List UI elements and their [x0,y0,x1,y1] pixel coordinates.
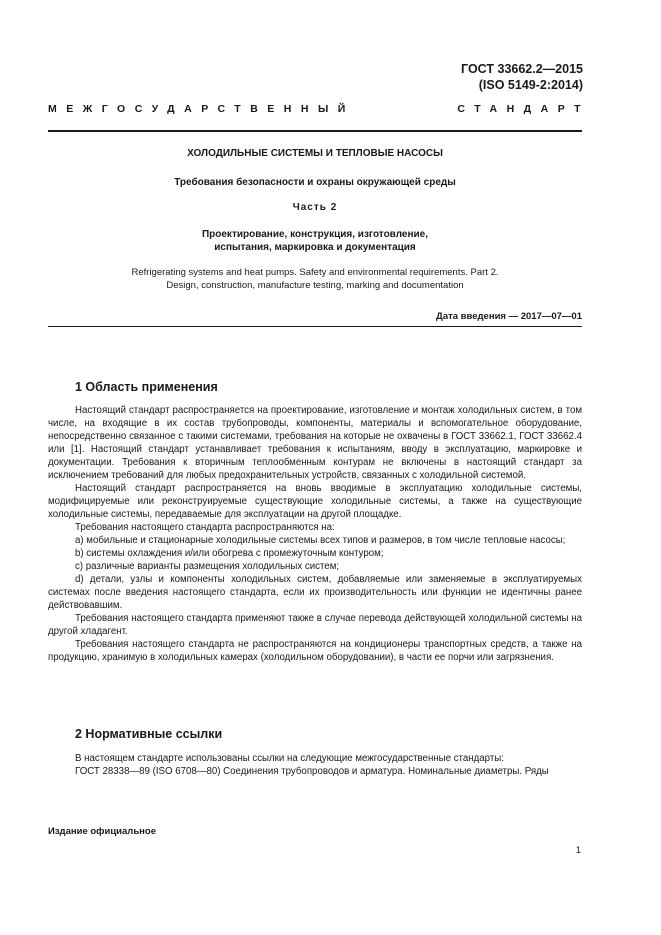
part-title [48,228,582,254]
english-title-line: Refrigerating systems and heat pumps. Safety and environmental requirements. Part 2. [131,267,499,278]
category-word-standard: СТАНДАРТ [457,103,590,115]
list-item: a) мобильные и стационарные холодильные системы всех типов и размеров, в том числе тепловые насосы; [75,535,566,546]
english-title [48,266,582,292]
document-subtitle: Требования безопасности и охраны окружающей среды [174,177,456,188]
document-title: ХОЛОДИЛЬНЫЕ СИСТЕМЫ И ТЕПЛОВЫЕ НАСОСЫ [187,148,443,159]
official-edition-label: Издание официальное [48,826,156,837]
section-body-references [48,752,582,778]
paragraph: Настоящий стандарт распространяется на проектирование, изготовление и монтаж холодильных систем, в том числе, на входящие в их состав трубопроводы, компоненты, материалы и вспомогательное оборудование, непосредственно связанное с такими системами, требования на которые не охвачены в ГОСТ 33662.1, ГОСТ 33662.4 или [1]. Настоящий стандарт устанавливает требования к испытаниям, вводу в эксплуатацию, маркировке и документации. Требования к вторичным теплообменным контурам не включены в настоящий стандарт за исключением требований для любых предохранительных устройств, связанных с холодильной системой. [48,405,582,481]
part-title-line: испытания, маркировка и документация [214,242,416,253]
standard-code [461,61,583,93]
part-number: Часть 2 [292,202,338,213]
standard-code-iso: (ISO 5149-2:2014) [478,78,583,92]
part-title-line: Проектирование, конструкция, изготовление, [201,229,429,240]
paragraph: Требования настоящего стандарта не распространяются на кондиционеры транспортных средств, а также на продукцию, хранимую в холодильных камерах (холодильном оборудовании), в части ее порчи или загрязнения. [48,639,582,663]
category-word-interstate: МЕЖГОСУДАРСТВЕННЫЙ [48,103,355,115]
paragraph: В настоящем стандарте использованы ссылки на следующие межгосударственные стандарты: [75,753,504,764]
standard-code-gost: ГОСТ 33662.2—2015 [461,62,583,76]
section-heading-references: 2 Нормативные ссылки [75,727,223,741]
paragraph: Настоящий стандарт распространяется на вновь вводимые в эксплуатацию холодильные системы, модифицируемые или реконструируемые существующие холодильные системы, а также на существующие холодильные системы, передаваемые для эксплуатации на другой площадке. [48,483,582,520]
list-item: b) системы охлаждения и/или обогрева с промежуточным контуром; [75,548,384,559]
page-number: 1 [575,845,581,856]
list-item: c) различные варианты размещения холодильных систем; [75,561,340,572]
paragraph: Требования настоящего стандарта применяют также в случае перевода действующей холодильной системы на другой хладагент. [48,613,582,637]
paragraph: Требования настоящего стандарта распространяются на: [75,522,335,533]
english-title-line: Design, construction, manufacture testing, marking and documentation [166,280,464,291]
introduction-date: Дата введения — 2017—07—01 [436,311,582,322]
section-body-scope [48,404,582,664]
list-item: d) детали, узлы и компоненты холодильных систем, добавляемые или заменяемые в эксплуатируемых системах после введения настоящего стандарта, если их производительность или функции не идентичны ранее действовавшим. [48,574,582,611]
reference-item: ГОСТ 28338—89 (ISO 6708—80) Соединения трубопроводов и арматура. Номинальные диаметры. Ряды [75,766,549,777]
header-divider [48,130,582,132]
date-divider [48,326,582,327]
section-heading-scope: 1 Область применения [75,380,218,394]
